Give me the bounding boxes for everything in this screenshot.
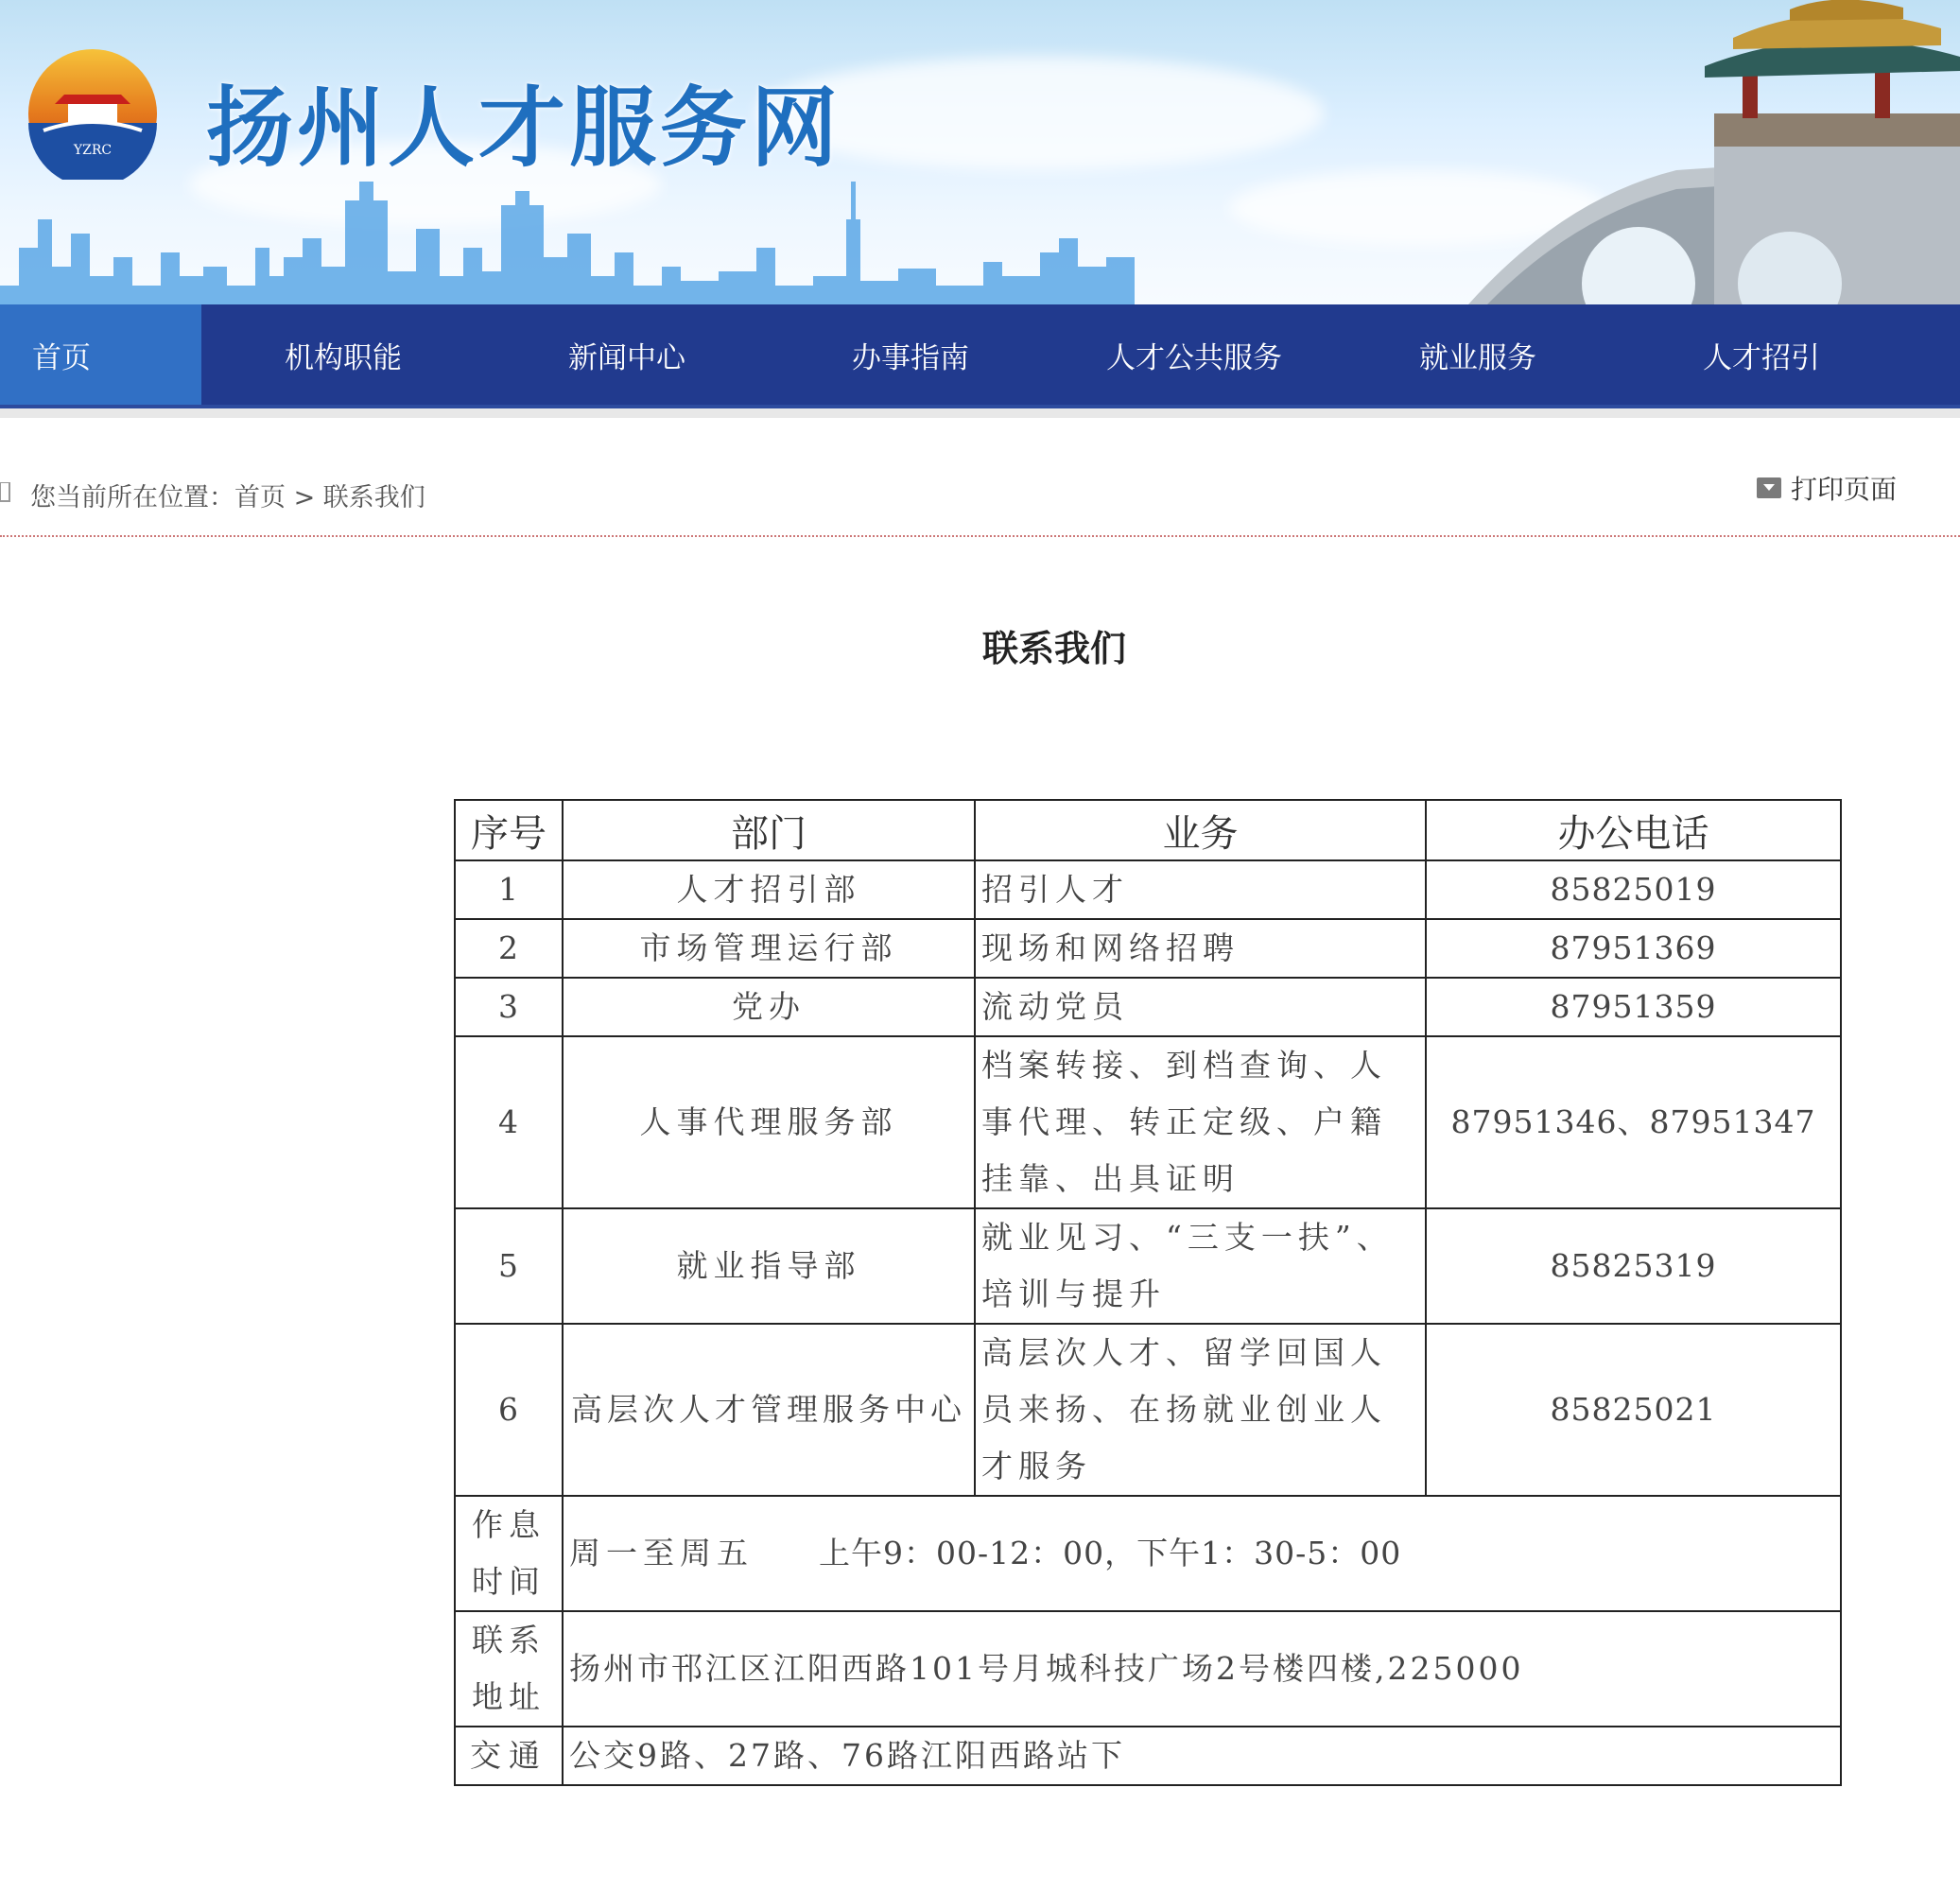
row-dept: 人事代理服务部 xyxy=(563,1036,975,1208)
table-header-row xyxy=(455,800,1841,860)
row-no: 3 xyxy=(455,978,563,1036)
location-icon xyxy=(0,482,11,503)
header-business: 业务 xyxy=(975,800,1426,860)
row-dept: 高层次人才管理服务中心 xyxy=(563,1324,975,1496)
main-nav xyxy=(0,304,1960,405)
print-label: 打印页面 xyxy=(1791,474,1898,505)
nav-item-guide[interactable]: 办事指南 xyxy=(852,340,969,375)
row-dept: 人才招引部 xyxy=(563,860,975,919)
hours-time: 上午9：00-12：00，下午1：30-5：00 xyxy=(819,1535,1402,1571)
hours-label: 作息时间 xyxy=(455,1496,563,1611)
page-title: 联系我们 xyxy=(981,628,1126,669)
site-logo xyxy=(26,47,159,180)
print-page-button[interactable] xyxy=(1757,469,1897,507)
nav-item-employment[interactable]: 就业服务 xyxy=(1419,340,1536,375)
hours-value xyxy=(563,1496,1841,1611)
table-row xyxy=(455,1324,1841,1496)
row-phone: 85825019 xyxy=(1426,860,1841,919)
site-banner xyxy=(0,0,1960,304)
address-value: 扬州市邗江区江阳西路101号月城科技广场2号楼四楼,225000 xyxy=(563,1611,1841,1727)
contact-table xyxy=(454,799,1842,1786)
breadcrumb-divider xyxy=(0,535,1960,537)
nav-shadow xyxy=(0,408,1960,418)
table-row xyxy=(455,860,1841,919)
breadcrumb-separator: > xyxy=(286,483,323,512)
table-row xyxy=(455,978,1841,1036)
row-business: 高层次人才、留学回国人员来扬、在扬就业创业人才服务 xyxy=(975,1324,1426,1496)
row-phone: 85825021 xyxy=(1426,1324,1841,1496)
logo-text: YZRC xyxy=(73,143,113,158)
row-business: 流动党员 xyxy=(975,978,1426,1036)
header-phone: 办公电话 xyxy=(1426,800,1841,860)
table-row xyxy=(455,1036,1841,1208)
nav-item-talent-recruit[interactable]: 人才招引 xyxy=(1703,340,1820,375)
address-row xyxy=(455,1611,1841,1727)
hours-row xyxy=(455,1496,1841,1611)
row-dept: 市场管理运行部 xyxy=(563,919,975,978)
breadcrumb-prefix: 您当前所在位置： xyxy=(30,483,234,512)
breadcrumb-home-link[interactable]: 首页 xyxy=(234,483,286,512)
transport-row xyxy=(455,1727,1841,1785)
row-business: 档案转接、到档查询、人事代理、转正定级、户籍挂靠、出具证明 xyxy=(975,1036,1426,1208)
row-phone: 87951359 xyxy=(1426,978,1841,1036)
nav-item-news[interactable]: 新闻中心 xyxy=(568,340,685,375)
row-business: 现场和网络招聘 xyxy=(975,919,1426,978)
table-row xyxy=(455,919,1841,978)
header-dept: 部门 xyxy=(563,800,975,860)
row-no: 6 xyxy=(455,1324,563,1496)
row-phone: 87951369 xyxy=(1426,919,1841,978)
nav-item-talent-service[interactable]: 人才公共服务 xyxy=(1106,340,1282,375)
city-skyline-image xyxy=(0,163,1135,304)
row-no: 2 xyxy=(455,919,563,978)
table-row xyxy=(455,1208,1841,1324)
row-business: 招引人才 xyxy=(975,860,1426,919)
address-label: 联系地址 xyxy=(455,1611,563,1727)
row-no: 4 xyxy=(455,1036,563,1208)
transport-label: 交通 xyxy=(455,1727,563,1785)
print-icon xyxy=(1757,477,1781,498)
row-business: 就业见习、“三支一扶”、培训与提升 xyxy=(975,1208,1426,1324)
site-title: 扬州人才服务网 xyxy=(206,78,842,179)
pavilion-bridge-image xyxy=(1431,0,1960,304)
row-phone: 85825319 xyxy=(1426,1208,1841,1324)
row-no: 5 xyxy=(455,1208,563,1324)
nav-item-institution[interactable]: 机构职能 xyxy=(285,340,402,375)
hours-days: 周一至周五 xyxy=(569,1535,754,1571)
row-no: 1 xyxy=(455,860,563,919)
transport-value: 公交9路、27路、76路江阳西路站下 xyxy=(563,1727,1841,1785)
row-phone: 87951346、87951347 xyxy=(1426,1036,1841,1208)
row-dept: 党办 xyxy=(563,978,975,1036)
header-no: 序号 xyxy=(455,800,563,860)
breadcrumb-current[interactable]: 联系我们 xyxy=(322,483,425,512)
row-dept: 就业指导部 xyxy=(563,1208,975,1324)
nav-item-home[interactable]: 首页 xyxy=(0,304,201,405)
